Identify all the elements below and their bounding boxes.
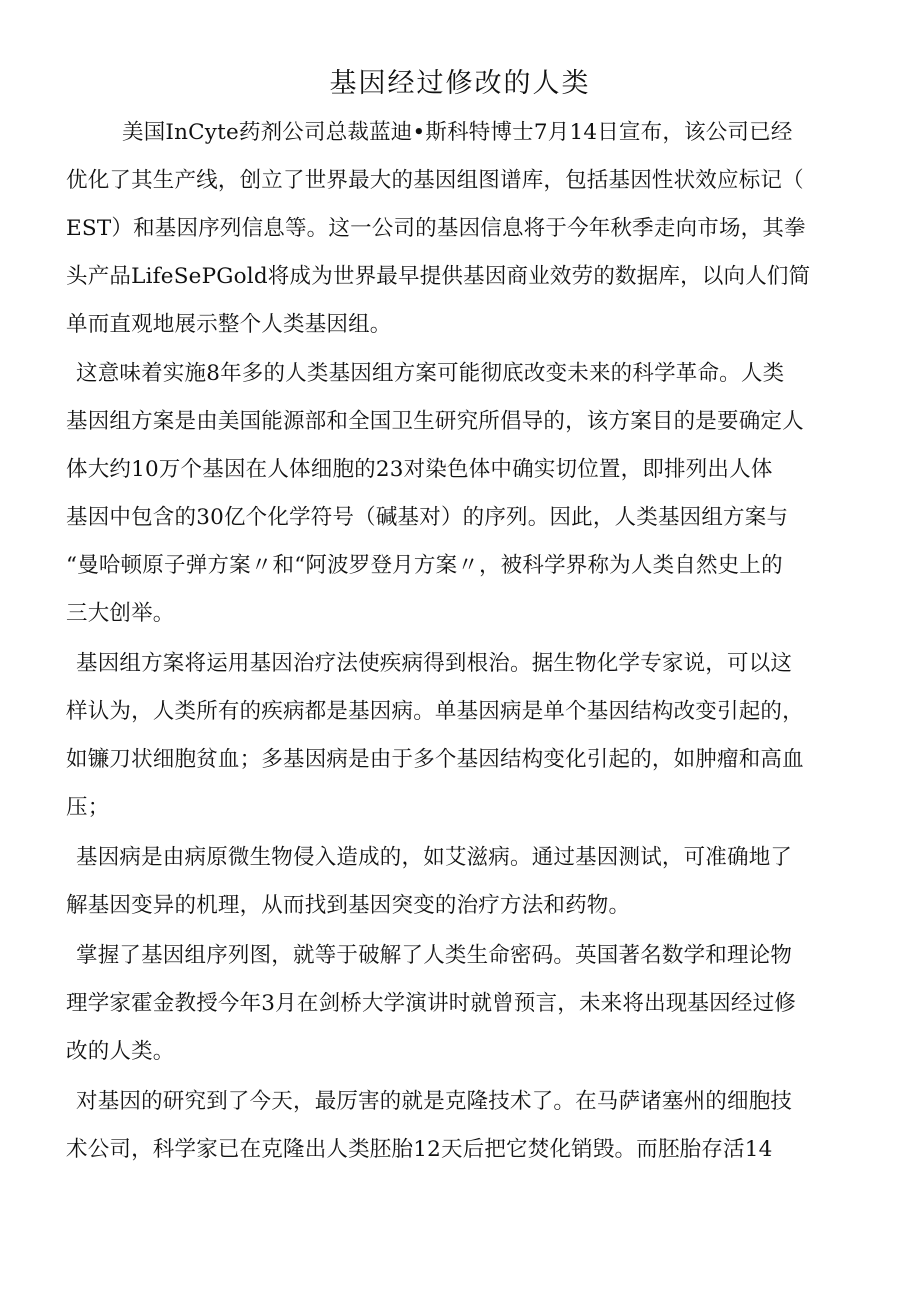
text-line: 理学家霍金教授今年3月在剑桥大学演讲时就曾预言，未来将出现基因经过修: [66, 991, 796, 1016]
text-line: “曼哈顿原子弹方案〃和“阿波罗登月方案〃，被科学界称为人类自然史上的: [66, 553, 783, 578]
text-line: 基因病是由病原微生物侵入造成的，如艾滋病。通过基因测试，可准确地了: [76, 845, 793, 870]
text-line: 基因组方案将运用基因治疗法使疾病得到根治。据生物化学专家说，可以这: [76, 651, 793, 676]
text-line: 体大约10万个基因在人体细胞的23对染色体中确实切位置，即排列出人体: [66, 457, 773, 482]
text-line: 压；: [66, 795, 110, 820]
text-line: 单而直观地展示整个人类基因组。: [66, 312, 392, 337]
text-line: 改的人类。: [66, 1039, 175, 1064]
document-title: 基因经过修改的人类: [329, 68, 591, 99]
text-line: 解基因变异的机理，从而找到基因突变的治疗方法和药物。: [66, 893, 631, 918]
text-line: 对基因的研究到了今天，最厉害的就是克隆技术了。在马萨诸塞州的细胞技: [76, 1089, 793, 1114]
text-line: 优化了其生产线，创立了世界最大的基因组图谱库，包括基因性状效应标记（: [66, 168, 804, 193]
text-line: EST）和基因序列信息等。这一公司的基因信息将于今年秋季走向市场，其拳: [66, 216, 806, 241]
text-line: 基因中包含的30亿个化学符号（碱基对）的序列。因此，人类基因组方案与: [66, 505, 789, 530]
text-line: 这意味着实施8年多的人类基因组方案可能彻底改变未来的科学革命。人类: [76, 361, 785, 386]
text-line: 三大创举。: [66, 601, 175, 626]
text-line: 头产品LifeSePGold将成为世界最早提供基因商业效劳的数据库，以向人们简: [66, 264, 811, 289]
text-line: 基因组方案是由美国能源部和全国卫生研究所倡导的，该方案目的是要确定人: [66, 409, 804, 434]
text-line: 掌握了基因组序列图，就等于破解了人类生命密码。英国著名数学和理论物: [76, 943, 793, 968]
text-line: 如镰刀状细胞贫血；多基因病是由于多个基因结构变化引起的，如肿瘤和高血: [66, 747, 804, 772]
text-line: 术公司，科学家已在克隆出人类胚胎12天后把它焚化销毁。而胚胎存活14: [66, 1137, 773, 1162]
text-line: 美国InCyte药剂公司总裁蓝迪•斯科特博士7月14日宣布，该公司已经: [122, 120, 793, 145]
text-line: 样认为，人类所有的疾病都是基因病。单基因病是单个基因结构改变引起的，: [66, 699, 804, 724]
